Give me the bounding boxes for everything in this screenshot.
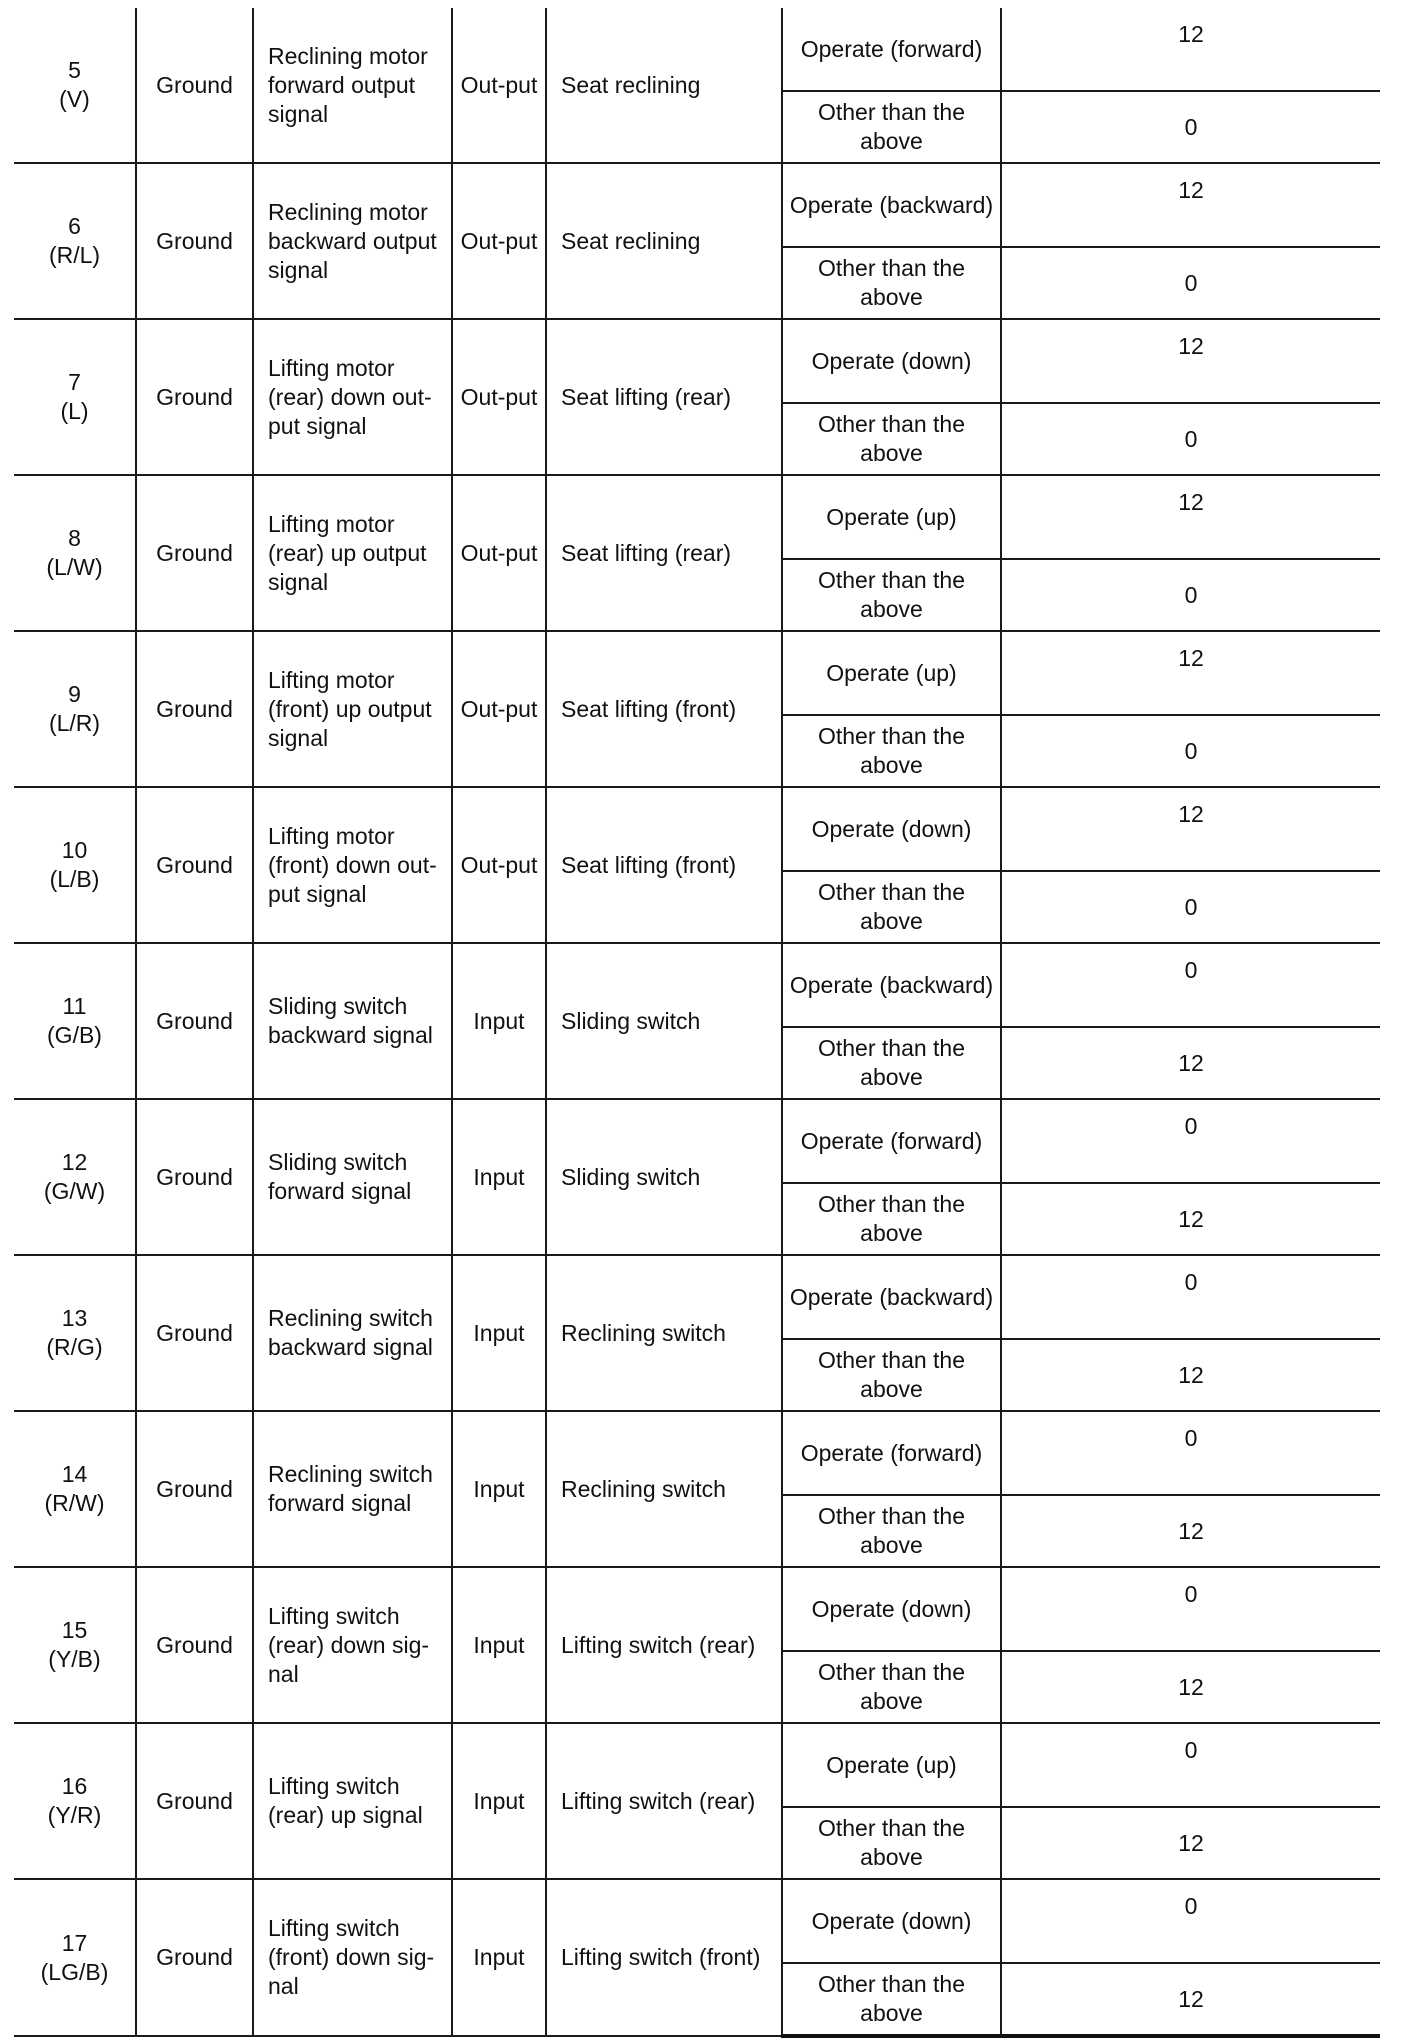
signal-description: Lifting switch (rear) up signal xyxy=(253,1723,452,1879)
value-operate: 12 xyxy=(1001,319,1380,403)
condition-other: Other than the above xyxy=(782,1027,1001,1099)
condition-other: Other than the above xyxy=(782,715,1001,787)
value-other: 0 xyxy=(1001,559,1380,631)
terminal-cell xyxy=(14,787,136,943)
table-row xyxy=(14,8,1380,91)
terminal-number: 16 xyxy=(61,1773,88,1799)
io-type: Input xyxy=(452,1255,546,1411)
signal-description: Reclining motor backward output signal xyxy=(253,163,452,319)
condition-operate: Operate (down) xyxy=(782,787,1001,871)
signal-name: Seat lifting (rear) xyxy=(546,319,782,475)
value-operate: 12 xyxy=(1001,631,1380,715)
io-type: Out-put xyxy=(452,475,546,631)
signal-description: Lifting motor (rear) down out-put signal xyxy=(253,319,452,475)
condition-other: Other than the above xyxy=(782,91,1001,163)
condition-operate: Operate (down) xyxy=(782,319,1001,403)
terminal-cell xyxy=(14,943,136,1099)
ground-cell: Ground xyxy=(136,8,253,163)
value-operate: 0 xyxy=(1001,1879,1380,1963)
value-operate: 12 xyxy=(1001,8,1380,91)
value-operate: 0 xyxy=(1001,1723,1380,1807)
terminal-number: 11 xyxy=(62,993,87,1019)
io-type: Out-put xyxy=(452,631,546,787)
io-type: Input xyxy=(452,1411,546,1567)
value-other: 12 xyxy=(1001,1339,1380,1411)
condition-operate: Operate (forward) xyxy=(782,1411,1001,1495)
terminal-number: 15 xyxy=(61,1617,88,1643)
value-other: 0 xyxy=(1001,91,1380,163)
table-row xyxy=(14,943,1380,1027)
table-row xyxy=(14,1255,1380,1339)
value-other: 0 xyxy=(1001,403,1380,475)
condition-other: Other than the above xyxy=(782,1807,1001,1879)
table-body xyxy=(14,8,1380,2036)
value-other: 12 xyxy=(1001,1495,1380,1567)
table-row xyxy=(14,631,1380,715)
io-type: Input xyxy=(452,1879,546,2036)
wire-color: (L/W) xyxy=(46,554,103,580)
terminal-table-page xyxy=(14,8,1380,2038)
wire-color: (V) xyxy=(59,86,90,112)
terminal-cell xyxy=(14,163,136,319)
table-row xyxy=(14,319,1380,403)
signal-name: Reclining switch xyxy=(546,1411,782,1567)
condition-other: Other than the above xyxy=(782,1495,1001,1567)
ground-cell: Ground xyxy=(136,1567,253,1723)
signal-name: Lifting switch (rear) xyxy=(546,1567,782,1723)
terminal-cell xyxy=(14,1411,136,1567)
ground-cell: Ground xyxy=(136,1723,253,1879)
value-operate: 0 xyxy=(1001,1255,1380,1339)
terminal-number: 5 xyxy=(68,57,81,83)
ground-cell: Ground xyxy=(136,475,253,631)
terminal-number: 10 xyxy=(61,837,88,863)
value-operate: 0 xyxy=(1001,1567,1380,1651)
terminal-cell xyxy=(14,1723,136,1879)
condition-other: Other than the above xyxy=(782,1183,1001,1255)
condition-operate: Operate (backward) xyxy=(782,943,1001,1027)
terminal-table xyxy=(14,8,1380,2038)
wire-color: (L) xyxy=(60,398,89,424)
condition-operate: Operate (up) xyxy=(782,1723,1001,1807)
signal-description: Reclining motor forward output signal xyxy=(253,8,452,163)
wire-color: (G/W) xyxy=(43,1178,106,1204)
terminal-number: 9 xyxy=(68,681,81,707)
condition-operate: Operate (forward) xyxy=(782,1099,1001,1183)
terminal-cell xyxy=(14,8,136,163)
signal-description: Lifting motor (front) down out-put signal xyxy=(253,787,452,943)
ground-cell: Ground xyxy=(136,1255,253,1411)
condition-operate: Operate (backward) xyxy=(782,163,1001,247)
io-type: Input xyxy=(452,1567,546,1723)
table-row xyxy=(14,1099,1380,1183)
value-other: 12 xyxy=(1001,1183,1380,1255)
ground-cell: Ground xyxy=(136,1099,253,1255)
condition-other: Other than the above xyxy=(782,403,1001,475)
signal-name: Seat lifting (front) xyxy=(546,787,782,943)
wire-color: (G/B) xyxy=(47,1022,102,1048)
terminal-cell xyxy=(14,1099,136,1255)
ground-cell: Ground xyxy=(136,787,253,943)
io-type: Input xyxy=(452,1099,546,1255)
condition-operate: Operate (up) xyxy=(782,631,1001,715)
value-operate: 12 xyxy=(1001,163,1380,247)
signal-name: Seat reclining xyxy=(546,163,782,319)
terminal-cell xyxy=(14,475,136,631)
io-type: Out-put xyxy=(452,319,546,475)
condition-other: Other than the above xyxy=(782,559,1001,631)
value-operate: 0 xyxy=(1001,1411,1380,1495)
table-row xyxy=(14,787,1380,871)
condition-operate: Operate (forward) xyxy=(782,8,1001,91)
value-operate: 0 xyxy=(1001,1099,1380,1183)
ground-cell: Ground xyxy=(136,631,253,787)
io-type: Out-put xyxy=(452,163,546,319)
ground-cell: Ground xyxy=(136,943,253,1099)
io-type: Out-put xyxy=(452,8,546,163)
io-type: Input xyxy=(452,1723,546,1879)
table-row xyxy=(14,475,1380,559)
terminal-number: 8 xyxy=(68,525,81,551)
wire-color: (R/L) xyxy=(48,242,101,268)
value-other: 12 xyxy=(1001,1807,1380,1879)
signal-description: Lifting switch (rear) down sig-nal xyxy=(253,1567,452,1723)
terminal-number: 14 xyxy=(61,1461,88,1487)
wire-color: (LG/B) xyxy=(40,1958,109,1985)
signal-name: Lifting switch (rear) xyxy=(546,1723,782,1879)
signal-name: Seat lifting (rear) xyxy=(546,475,782,631)
io-type: Input xyxy=(452,943,546,1099)
wire-color: (R/W) xyxy=(44,1490,105,1516)
table-row xyxy=(14,1723,1380,1807)
io-type: Out-put xyxy=(452,787,546,943)
value-operate: 0 xyxy=(1001,943,1380,1027)
signal-description: Lifting motor (front) up output signal xyxy=(253,631,452,787)
value-operate: 12 xyxy=(1001,787,1380,871)
terminal-cell xyxy=(14,631,136,787)
condition-operate: Operate (up) xyxy=(782,475,1001,559)
terminal-number: 7 xyxy=(68,369,81,395)
signal-description: Sliding switch backward signal xyxy=(253,943,452,1099)
ground-cell: Ground xyxy=(136,1879,253,2036)
value-other: 0 xyxy=(1001,247,1380,319)
wire-color: (Y/R) xyxy=(47,1802,102,1828)
table-row xyxy=(14,163,1380,247)
condition-other: Other than the above xyxy=(782,1963,1001,2036)
condition-operate: Operate (backward) xyxy=(782,1255,1001,1339)
wire-color: (Y/B) xyxy=(48,1646,101,1672)
signal-description: Sliding switch forward signal xyxy=(253,1099,452,1255)
value-operate: 12 xyxy=(1001,475,1380,559)
terminal-number: 13 xyxy=(61,1305,88,1331)
wire-color: (R/G) xyxy=(46,1334,103,1360)
signal-name: Sliding switch xyxy=(546,943,782,1099)
value-other: 12 xyxy=(1001,1651,1380,1723)
terminal-cell xyxy=(14,319,136,475)
signal-description: Reclining switch backward signal xyxy=(253,1255,452,1411)
signal-name: Seat reclining xyxy=(546,8,782,163)
condition-operate: Operate (down) xyxy=(782,1879,1001,1963)
terminal-cell xyxy=(14,1567,136,1723)
condition-other: Other than the above xyxy=(782,1339,1001,1411)
condition-operate: Operate (down) xyxy=(782,1567,1001,1651)
terminal-number: 6 xyxy=(68,213,81,239)
value-other: 0 xyxy=(1001,871,1380,943)
signal-description: Lifting motor (rear) up output signal xyxy=(253,475,452,631)
wire-color: (L/B) xyxy=(49,866,100,892)
signal-description: Reclining switch forward signal xyxy=(253,1411,452,1567)
terminal-cell xyxy=(14,1255,136,1411)
signal-description: Lifting switch (front) down sig-nal xyxy=(253,1879,452,2036)
value-other: 0 xyxy=(1001,715,1380,787)
value-other: 12 xyxy=(1001,1963,1380,2036)
signal-name: Reclining switch xyxy=(546,1255,782,1411)
condition-other: Other than the above xyxy=(782,871,1001,943)
table-row xyxy=(14,1567,1380,1651)
wire-color: (L/R) xyxy=(48,710,101,736)
terminal-number: 17 xyxy=(61,1929,88,1956)
condition-other: Other than the above xyxy=(782,247,1001,319)
table-row xyxy=(14,1411,1380,1495)
ground-cell: Ground xyxy=(136,1411,253,1567)
signal-name: Lifting switch (front) xyxy=(546,1879,782,2036)
table-row xyxy=(14,1879,1380,1963)
terminal-cell xyxy=(14,1879,136,2036)
signal-name: Sliding switch xyxy=(546,1099,782,1255)
ground-cell: Ground xyxy=(136,319,253,475)
ground-cell: Ground xyxy=(136,163,253,319)
signal-name: Seat lifting (front) xyxy=(546,631,782,787)
terminal-number: 12 xyxy=(61,1149,88,1175)
condition-other: Other than the above xyxy=(782,1651,1001,1723)
value-other: 12 xyxy=(1001,1027,1380,1099)
